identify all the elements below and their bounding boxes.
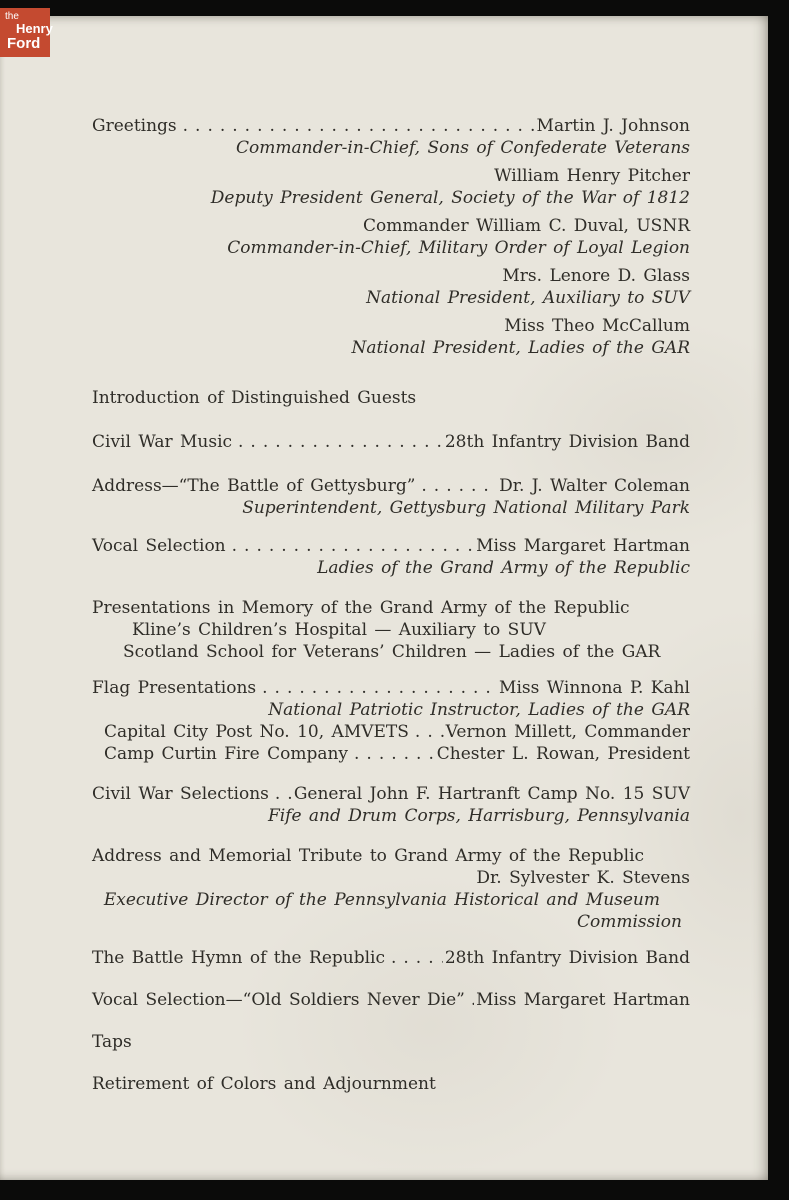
program-item-name: General John F. Hartranft Camp No. 15 SUV: [293, 784, 690, 804]
leader-dots: [354, 743, 435, 765]
program-name-row: Commander William C. Duval, USNR: [362, 216, 690, 236]
program-content: [92, 115, 690, 1095]
program-subitem-row: Scotland School for Veterans’ Children — Ladies of the GAR: [123, 642, 661, 662]
program-role-row: National President, Auxiliary to SUV: [366, 288, 690, 308]
program-role-row: Deputy President General, Society of the War of 1812: [210, 188, 690, 208]
program-row: [92, 783, 690, 805]
leader-dots: [238, 431, 443, 453]
program-row: [92, 115, 690, 137]
program-section-row: Address and Memorial Tribute to Grand Army of the Republic: [92, 846, 645, 866]
leader-dots: [262, 677, 497, 699]
logo-text-henry: Henry: [16, 21, 53, 36]
program-section-row: Retirement of Colors and Adjournment: [92, 1074, 436, 1094]
program-item-title: Address—“The Battle of Gettysburg”: [92, 476, 416, 496]
program-role-row: Ladies of the Grand Army of the Republic: [317, 558, 690, 578]
program-role-row: Superintendent, Gettysburg National Military Park: [242, 498, 690, 518]
program-section-row: Presentations in Memory of the Grand Army of the Republic: [92, 598, 630, 618]
program-row: [92, 989, 690, 1011]
program-name-row: William Henry Pitcher: [494, 166, 690, 186]
program-page: [0, 16, 768, 1180]
program-item-name: Vernon Millett, Commander: [445, 722, 690, 742]
program-item-name: Miss Winnona P. Kahl: [499, 678, 690, 698]
logo-text-ford: Ford: [7, 35, 41, 52]
program-item-name: Chester L. Rowan, President: [436, 744, 690, 764]
program-item-title: Capital City Post No. 10, AMVETS: [104, 722, 409, 742]
program-item-name: Martin J. Johnson: [536, 116, 690, 136]
logo-text-the: the: [5, 11, 19, 22]
program-item-title: Camp Curtin Fire Company: [104, 744, 349, 764]
program-role-row: Commander-in-Chief, Military Order of Loyal Legion: [227, 238, 690, 258]
leader-dots: [471, 989, 474, 1011]
program-item-title: Greetings: [92, 116, 177, 136]
leader-dots: [421, 475, 497, 497]
program-role-row: Executive Director of the Pennsylvania Historical and Museum: [103, 890, 660, 910]
program-role-row: National Patriotic Instructor, Ladies of the GAR: [268, 700, 690, 720]
program-name-row: Dr. Sylvester K. Stevens: [476, 868, 690, 888]
program-row: [92, 743, 690, 765]
program-row: [92, 677, 690, 699]
leader-dots: [232, 535, 474, 557]
program-item-title: Vocal Selection—“Old Soldiers Never Die”: [92, 990, 465, 1010]
program-item-name: 28th Infantry Division Band: [444, 432, 690, 452]
program-item-name: Miss Margaret Hartman: [476, 536, 690, 556]
program-role-row: National President, Ladies of the GAR: [351, 338, 690, 358]
program-item-title: The Battle Hymn of the Republic: [92, 948, 385, 968]
program-role-row: Commander-in-Chief, Sons of Confederate Veterans: [236, 138, 690, 158]
program-item-title: Civil War Selections: [92, 784, 269, 804]
leader-dots: [275, 783, 292, 805]
program-item-name: Dr. J. Walter Coleman: [499, 476, 690, 496]
program-row: [92, 721, 690, 743]
program-name-row: Mrs. Lenore D. Glass: [502, 266, 690, 286]
program-role-row: Commission: [577, 912, 682, 932]
leader-dots: [183, 115, 535, 137]
program-item-name: 28th Infantry Division Band: [444, 948, 690, 968]
henry-ford-logo: [0, 8, 53, 57]
program-item-title: Flag Presentations: [92, 678, 257, 698]
program-row: [92, 947, 690, 969]
program-role-row: Fife and Drum Corps, Harrisburg, Pennsylvania: [267, 806, 690, 826]
program-section-row: Introduction of Distinguished Guests: [92, 388, 417, 408]
leader-dots: [391, 947, 443, 969]
program-row: [92, 535, 690, 557]
leader-dots: [415, 721, 444, 743]
program-section-row: Taps: [92, 1032, 132, 1052]
program-name-row: Miss Theo McCallum: [504, 316, 690, 336]
program-item-title: Civil War Music: [92, 432, 233, 452]
program-item-name: Miss Margaret Hartman: [476, 990, 690, 1010]
program-row: [92, 475, 690, 497]
program-row: [92, 431, 690, 453]
program-subitem-row: Kline’s Children’s Hospital — Auxiliary to SUV: [132, 620, 546, 640]
program-item-title: Vocal Selection: [92, 536, 226, 556]
